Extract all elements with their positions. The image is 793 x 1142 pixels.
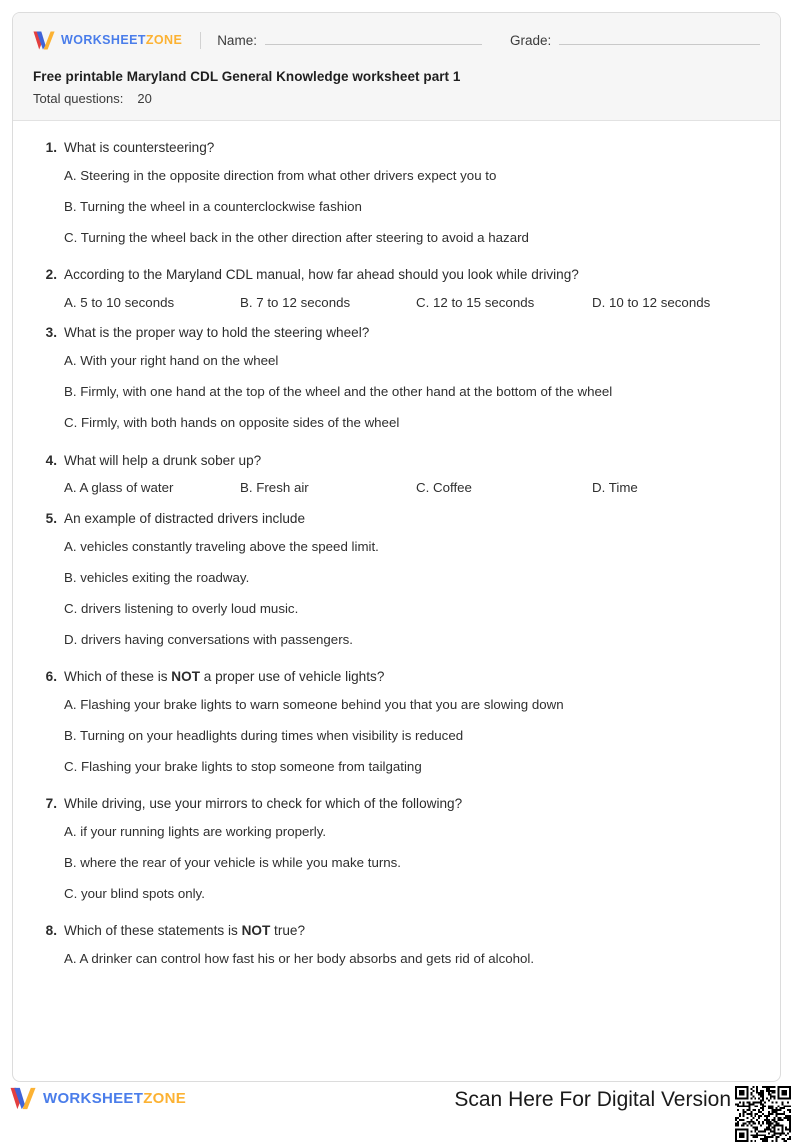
answer-option[interactable]: D. Time	[592, 479, 638, 495]
question-text	[64, 668, 384, 686]
question-header	[35, 510, 758, 528]
worksheet-title: Free printable Maryland CDL General Knowledge worksheet part 1	[33, 69, 461, 84]
answer-options-stack	[35, 160, 758, 253]
total-questions-label: Total questions:	[33, 91, 124, 106]
answer-option[interactable]: A. if your running lights are working properly.	[64, 823, 327, 839]
question-text-before: What is countersteering?	[64, 140, 215, 155]
question-text	[64, 922, 305, 940]
question-text	[64, 266, 579, 284]
header-top-row	[33, 27, 760, 53]
question-text-before: What is the proper way to hold the steering wheel?	[64, 325, 370, 341]
question-number: 1.	[45, 140, 57, 155]
name-input-rule[interactable]	[265, 32, 482, 45]
question-text-after: true?	[270, 923, 306, 939]
answer-option[interactable]: C. drivers listening to overly loud music.	[64, 600, 299, 616]
question-number: 3.	[45, 325, 57, 341]
answer-options-stack	[35, 346, 758, 439]
answer-option[interactable]: C. 12 to 15 seconds	[416, 294, 535, 310]
answer-option[interactable]: A. 5 to 10 seconds	[64, 294, 175, 310]
question-item	[35, 510, 758, 655]
answer-option[interactable]: B. Turning the wheel in a counterclockwise fashion	[64, 198, 362, 214]
question-number: 2.	[45, 267, 57, 283]
answer-option[interactable]: A. Flashing your brake lights to warn someone behind you that you are slowing down	[64, 696, 564, 712]
worksheet-zone-v-logo-icon	[10, 1087, 36, 1110]
question-text	[64, 139, 214, 157]
answer-options-row	[35, 294, 758, 312]
answer-option[interactable]: C. your blind spots only.	[64, 885, 205, 901]
question-item	[35, 795, 758, 909]
brand-name-zone: ZONE	[145, 33, 183, 47]
name-field[interactable]	[217, 32, 482, 48]
question-item	[35, 452, 758, 497]
answer-option[interactable]: A. A glass of water	[64, 479, 174, 495]
question-list	[13, 121, 780, 975]
answer-option[interactable]: B. Fresh air	[240, 479, 309, 495]
question-text	[64, 324, 369, 342]
brand-logo-text	[61, 33, 182, 47]
answer-option[interactable]: A. Steering in the opposite direction from what other drivers expect you to	[64, 167, 497, 183]
answer-option[interactable]: C. Firmly, with both hands on opposite sides of the wheel	[64, 415, 400, 431]
question-text-before: Which of these is	[64, 668, 172, 684]
total-questions-value: 20	[137, 91, 152, 106]
question-header	[35, 668, 758, 686]
question-number: 7.	[45, 796, 57, 812]
answer-options-stack	[35, 816, 758, 909]
name-label: Name:	[217, 33, 257, 48]
answer-option[interactable]: C. Coffee	[416, 479, 472, 495]
grade-label: Grade:	[510, 33, 552, 48]
answer-option[interactable]: D. 10 to 12 seconds	[592, 294, 711, 310]
question-header	[35, 922, 758, 940]
question-text-emphasis: NOT	[241, 923, 271, 939]
footer-brand-name-zone: ZONE	[143, 1090, 187, 1107]
answer-option[interactable]: B. Turning on your headlights during times when visibility is reduced	[64, 727, 464, 743]
question-item	[35, 139, 758, 253]
question-header	[35, 266, 758, 284]
answer-options-stack	[35, 531, 758, 655]
question-text-before: According to the Maryland CDL manual, how far ahead should you look while driving?	[64, 267, 579, 283]
question-header	[35, 795, 758, 813]
question-number: 4.	[45, 452, 57, 468]
scan-here-text: Scan Here For Digital Version	[454, 1088, 731, 1111]
worksheet-zone-v-logo-icon	[33, 31, 55, 50]
question-text	[64, 795, 462, 813]
question-text	[64, 452, 261, 470]
answer-options-stack	[35, 689, 758, 782]
question-header	[35, 139, 758, 157]
footer-brand-logo-text	[43, 1090, 186, 1107]
question-item	[35, 324, 758, 438]
footer-brand-logo	[10, 1087, 186, 1110]
answer-option[interactable]: C. Turning the wheel back in the other direction after steering to avoid a hazard	[64, 229, 529, 245]
question-number: 5.	[45, 510, 57, 526]
answer-option[interactable]: A. vehicles constantly traveling above the speed limit.	[64, 538, 379, 554]
answer-options-stack	[35, 944, 758, 975]
answer-option[interactable]: A. With your right hand on the wheel	[64, 353, 279, 369]
brand-logo	[33, 31, 182, 50]
answer-option[interactable]: D. drivers having conversations with passengers.	[64, 631, 353, 647]
worksheet-header	[13, 13, 780, 121]
question-text-before: Which of these statements is	[64, 923, 242, 939]
answer-option[interactable]: A. A drinker can control how fast his or her body absorbs and gets rid of alcohol.	[64, 951, 535, 967]
question-number: 6.	[45, 668, 57, 684]
question-text-emphasis: NOT	[171, 668, 200, 684]
question-text	[64, 510, 305, 528]
page-footer	[0, 1086, 793, 1122]
question-item	[35, 266, 758, 311]
answer-option[interactable]: B. where the rear of your vehicle is while you make turns.	[64, 854, 402, 870]
answer-options-row	[35, 479, 758, 497]
question-text-after: a proper use of vehicle lights?	[200, 668, 385, 684]
grade-input-rule[interactable]	[559, 32, 760, 45]
question-item	[35, 922, 758, 974]
footer-brand-name-worksheet: WORKSHEET	[43, 1090, 144, 1107]
question-text-before: What will help a drunk sober up?	[64, 452, 262, 468]
question-header	[35, 452, 758, 470]
answer-option[interactable]: B. Firmly, with one hand at the top of the wheel and the other hand at the bottom of the wheel	[64, 384, 613, 400]
question-text-before: While driving, use your mirrors to check for which of the following?	[64, 796, 463, 812]
question-header	[35, 324, 758, 342]
question-number: 8.	[45, 923, 57, 939]
answer-option[interactable]: C. Flashing your brake lights to stop someone from tailgating	[64, 758, 422, 774]
total-questions	[33, 91, 760, 106]
header-divider	[200, 32, 201, 49]
brand-name-worksheet: WORKSHEET	[61, 33, 146, 47]
grade-field[interactable]	[510, 32, 760, 48]
question-item	[35, 668, 758, 782]
answer-option[interactable]: B. 7 to 12 seconds	[240, 294, 351, 310]
answer-option[interactable]: B. vehicles exiting the roadway.	[64, 569, 250, 585]
question-text-before: An example of distracted drivers include	[64, 510, 306, 526]
qr-code-icon[interactable]	[735, 1086, 791, 1142]
worksheet-card	[12, 12, 781, 1082]
